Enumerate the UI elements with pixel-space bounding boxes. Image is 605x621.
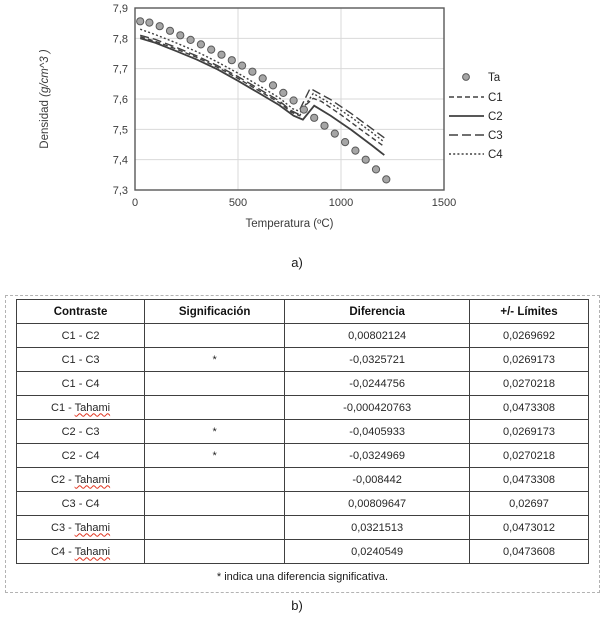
density-vs-temperature-chart (0, 0, 605, 245)
contrast-cell: C1 - C4 (17, 372, 145, 396)
contrast-cell: C2 - C4 (17, 444, 145, 468)
limits-cell: 0,0473308 (470, 396, 589, 420)
difference-cell: -0,0405933 (285, 420, 470, 444)
column-header-significacion: Significación (145, 300, 285, 324)
table-row (17, 516, 589, 540)
significance-cell (145, 468, 285, 492)
difference-cell: 0,00809647 (285, 492, 470, 516)
column-header-limites: +/- Límites (470, 300, 589, 324)
table-row (17, 468, 589, 492)
series-C1 (140, 37, 384, 147)
table-row (17, 372, 589, 396)
significance-footnote: * indica una diferencia significativa. (216, 571, 389, 583)
limits-cell: 0,0269692 (470, 324, 589, 348)
significance-cell (145, 492, 285, 516)
y-tick-label: 7,9 (112, 3, 128, 15)
limits-cell: 0,0269173 (470, 420, 589, 444)
x-tick-label: 500 (228, 197, 248, 209)
series-C2 (140, 38, 384, 155)
difference-cell: -0,0325721 (285, 348, 470, 372)
series-Ta (137, 18, 390, 183)
legend-label-C2: C2 (488, 111, 503, 123)
legend-marker-Ta (463, 74, 470, 81)
y-tick-label: 7,5 (112, 124, 128, 137)
table-row (17, 324, 589, 348)
table-row (17, 540, 589, 564)
y-tick-label: 7,7 (112, 63, 128, 76)
table-header-row (17, 300, 589, 324)
difference-cell: 0,00802124 (285, 324, 470, 348)
contrast-cell: C2 - Tahami (17, 468, 145, 492)
x-tick-label: 0 (131, 197, 139, 209)
legend-label-C3: C3 (488, 130, 503, 142)
limits-cell: 0,02697 (470, 492, 589, 516)
difference-cell: -0,000420763 (285, 396, 470, 420)
difference-cell: -0,0244756 (285, 372, 470, 396)
table-row (17, 396, 589, 420)
y-tick-label: 7,8 (112, 33, 128, 46)
limits-cell: 0,0473012 (470, 516, 589, 540)
legend-label-C1: C1 (488, 92, 503, 104)
contrast-cell: C3 - Tahami (17, 516, 145, 540)
x-axis-title: Temperatura (ºC) (245, 218, 334, 230)
x-tick-label: 1500 (431, 197, 457, 209)
column-header-contraste: Contraste (17, 300, 145, 324)
difference-cell: 0,0321513 (285, 516, 470, 540)
y-tick-label: 7,4 (112, 154, 128, 167)
significance-cell (145, 516, 285, 540)
limits-cell: 0,0269173 (470, 348, 589, 372)
contrast-cell: C1 - C3 (17, 348, 145, 372)
table-row (17, 492, 589, 516)
legend-label-Ta: Ta (488, 72, 501, 84)
limits-cell: 0,0473608 (470, 540, 589, 564)
figure-a-caption: a) (291, 255, 303, 270)
limits-cell: 0,0270218 (470, 372, 589, 396)
significance-cell (145, 324, 285, 348)
significance-cell: * (145, 444, 285, 468)
column-header-diferencia: Diferencia (285, 300, 470, 324)
x-tick-label: 1000 (328, 197, 354, 209)
significance-cell: * (145, 420, 285, 444)
contrast-cell: C4 - Tahami (17, 540, 145, 564)
contrast-cell: C1 - C2 (17, 324, 145, 348)
contrast-table-box (5, 295, 600, 593)
contrast-cell: C1 - Tahami (17, 396, 145, 420)
difference-cell: -0,008442 (285, 468, 470, 492)
chart-legend (449, 72, 503, 161)
difference-cell: -0,0324969 (285, 444, 470, 468)
significance-cell: * (145, 348, 285, 372)
table-row (17, 420, 589, 444)
y-tick-label: 7,6 (112, 94, 128, 106)
legend-label-C4: C4 (488, 149, 503, 161)
table-row (17, 348, 589, 372)
multiple-range-contrast-table (16, 299, 589, 564)
contrast-cell: C3 - C4 (17, 492, 145, 516)
significance-cell (145, 372, 285, 396)
limits-cell: 0,0473308 (470, 468, 589, 492)
table-row (17, 444, 589, 468)
difference-cell: 0,0240549 (285, 540, 470, 564)
limits-cell: 0,0270218 (470, 444, 589, 468)
figure-a-density-chart (0, 0, 605, 245)
significance-cell (145, 540, 285, 564)
series-C4 (140, 29, 384, 142)
contrast-cell: C2 - C3 (17, 420, 145, 444)
y-axis-title: Densidad (g/cm^3 ) (39, 49, 51, 149)
y-tick-label: 7,3 (112, 185, 128, 197)
figure-b-caption: b) (291, 598, 303, 613)
significance-cell (145, 396, 285, 420)
